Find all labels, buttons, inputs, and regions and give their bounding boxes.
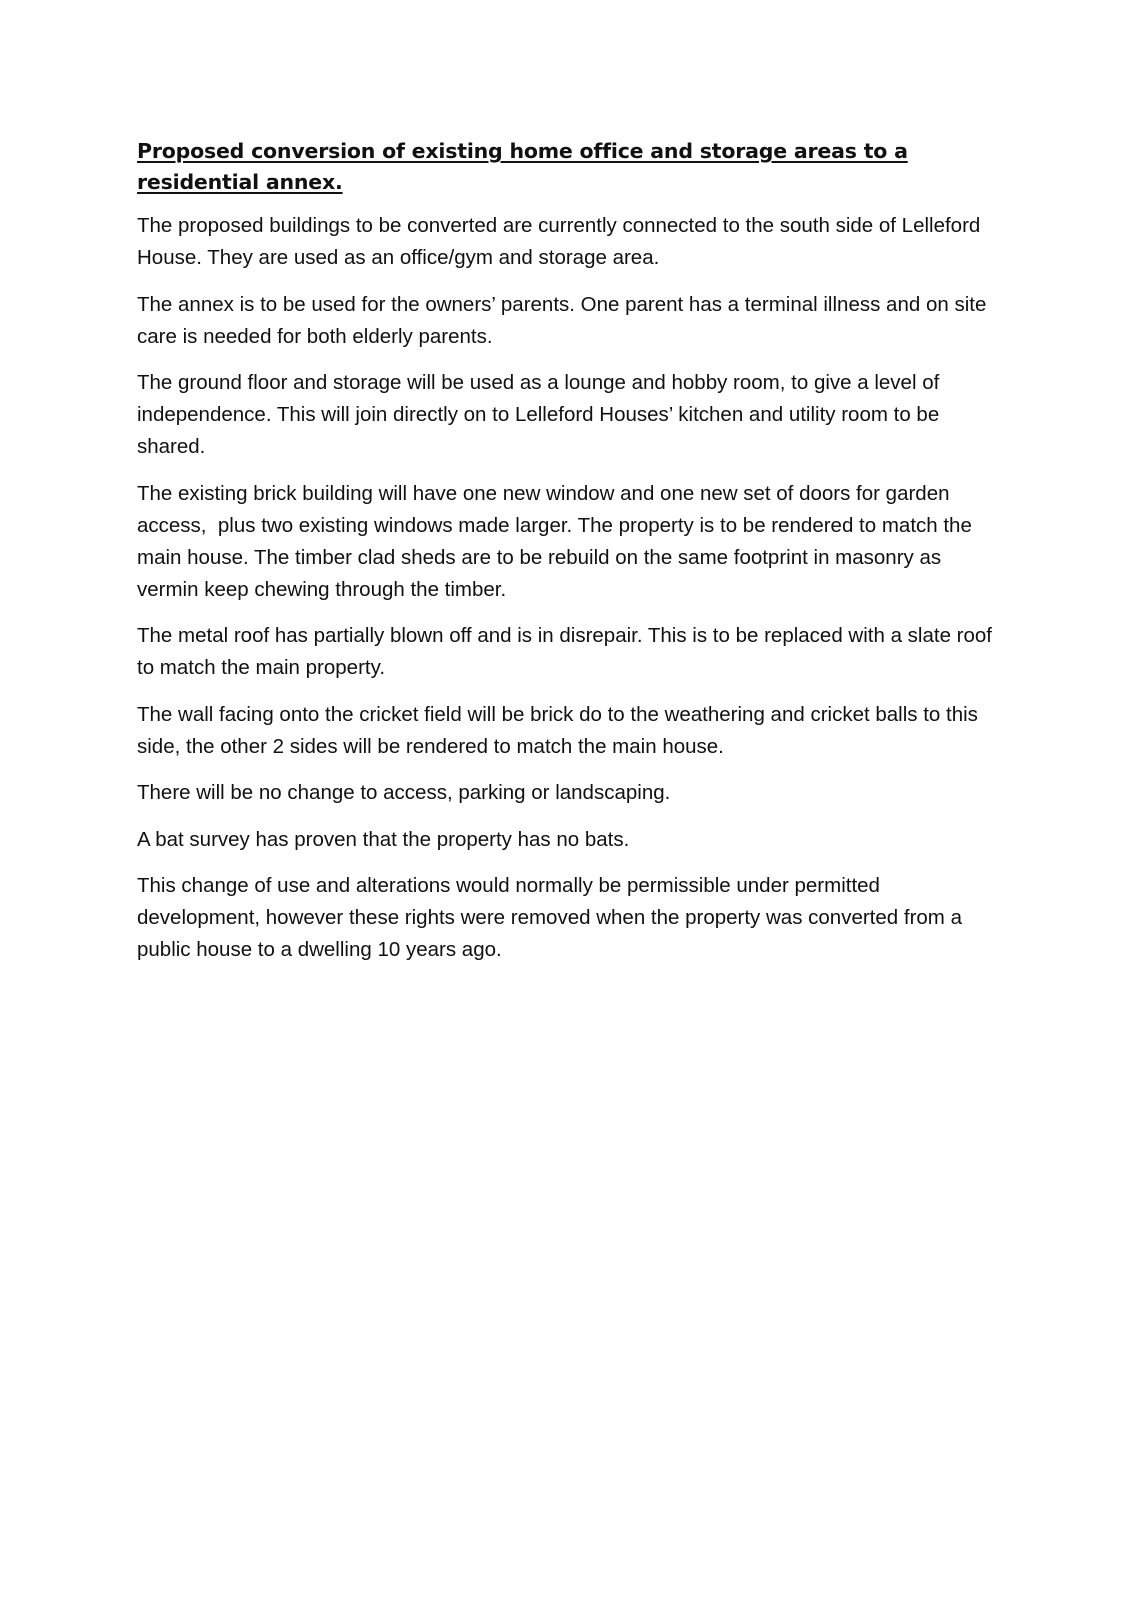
document-heading: Proposed conversion of existing home office and storage areas to a residential annex. — [137, 139, 908, 194]
paragraph-access: There will be no change to access, parking or landscaping. — [137, 781, 671, 804]
paragraph-roof: The metal roof has partially blown off and is in disrepair. This is to be replaced with a slate roof to match the main property. — [137, 624, 998, 679]
paragraph-ground-floor: The ground floor and storage will be used as a lounge and hobby room, to give a level of independence. This will join directly on to Lelleford Houses’ kitchen and utility room to be shared. — [137, 371, 945, 458]
paragraph-purpose: The annex is to be used for the owners’ parents. One parent has a terminal illness and on site care is needed for both elderly parents. — [137, 292, 993, 348]
paragraph-alterations: The existing brick building will have one new window and one new set of doors for garden access, plus two existing windows made larger. The property is to be rendered to match the main house. The timber clad sheds are to be rebuild on the same footprint in masonry as vermin keep chewing through the timber. — [137, 481, 978, 601]
paragraph-location: The proposed buildings to be converted are currently connected to the south side of Lelleford House. They are used as an office/gym and storage area. — [137, 214, 987, 269]
paragraph-bat-survey: A bat survey has proven that the property has no bats. — [137, 827, 630, 851]
document-body — [137, 136, 997, 981]
paragraph-wall: The wall facing onto the cricket field will be brick do to the weathering and cricket balls to this side, the other 2 sides will be rendered to match the main house. — [137, 702, 984, 758]
paragraph-permitted-development: This change of use and alterations would normally be permissible under permitted development, however these rights were removed when the property was converted from a public house to a dwelling 10 years ago. — [137, 874, 968, 961]
